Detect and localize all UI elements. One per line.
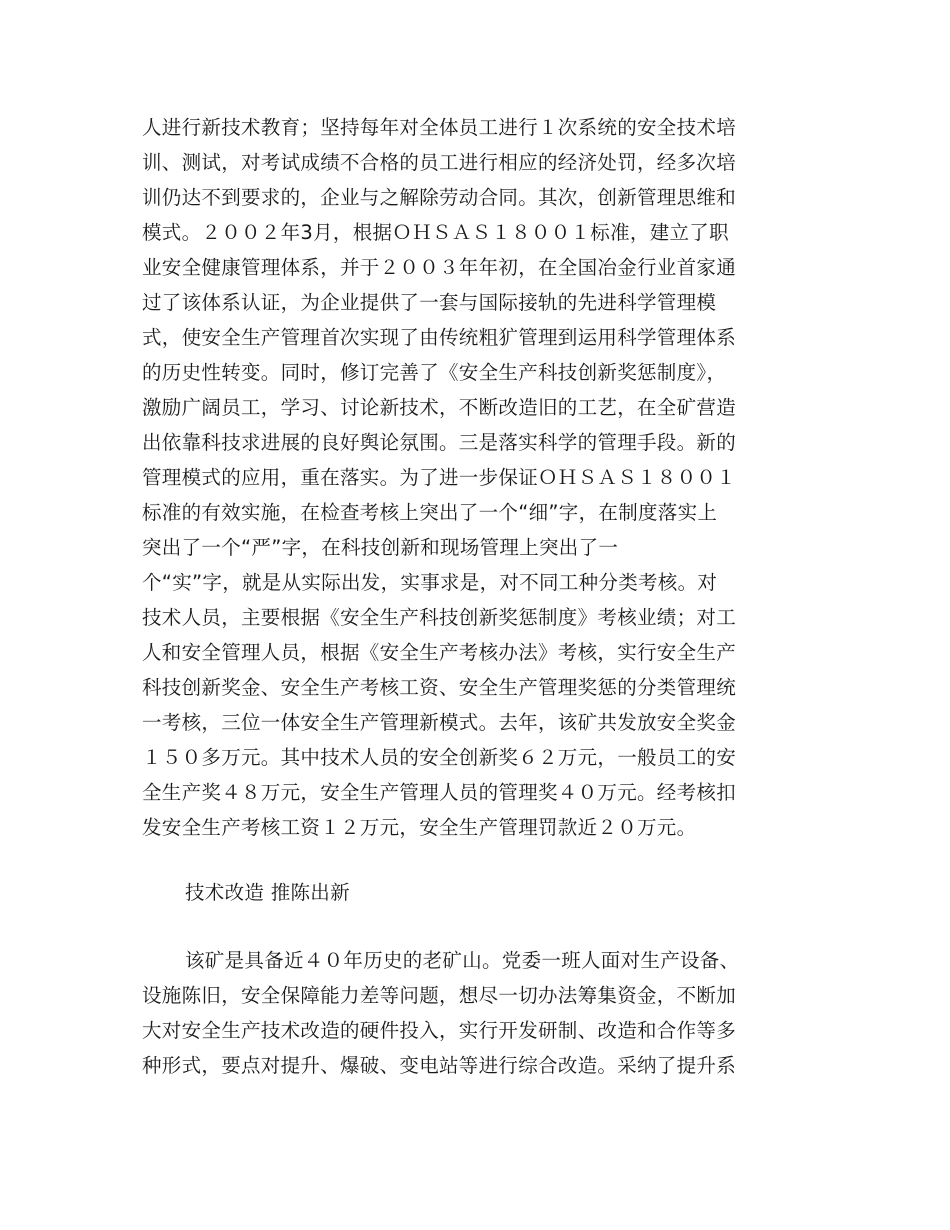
text-line: 标准的有效实施，在检查考核上突出了一个“细”字，在制度落实上	[142, 501, 718, 524]
text-line: 种形式，要点对提升、爆破、变电站等进行综合改造。采纳了提升系	[142, 1054, 737, 1077]
text-line: 全生产奖４８万元，安全生产管理人员的管理奖４０万元。经考核扣	[142, 781, 737, 804]
text-line: 设施陈旧，安全保障能力差等问题，想尽一切办法筹集资金，不断加	[142, 984, 737, 1007]
text-line: 该矿是具备近４０年历史的老矿山。党委一班人面对生产设备、	[185, 949, 740, 972]
text-line: 业安全健康管理体系，并于２００３年年初，在全国冶金行业首家通	[142, 256, 737, 279]
text-line: 训仍达不到要求的，企业与之解除劳动合同。其次，创新管理思维和	[142, 186, 737, 209]
text-line: 大对安全生产技术改造的硬件投入，实行开发研制、改造和合作等多	[142, 1019, 737, 1042]
text-line: 人进行新技术教育；坚持每年对全体员工进行１次系统的安全技术培	[142, 116, 737, 139]
text-line: 管理模式的应用，重在落实。为了进一步保证ＯＨＳＡＳ１８００１	[142, 466, 737, 489]
text-line: 训、测试，对考试成绩不合格的员工进行相应的经济处罚，经多次培	[142, 151, 737, 174]
text-line: 技术人员，主要根据《安全生产科技创新奖惩制度》考核业绩；对工	[142, 606, 737, 629]
text-line: 出依靠科技求进展的良好舆论氛围。三是落实科学的管理手段。新的	[142, 431, 737, 454]
text-line: 式，使安全生产管理首次实现了由传统粗犷管理到运用科学管理体系	[142, 326, 737, 349]
section-heading: 技术改造 推陈出新	[185, 881, 350, 904]
text-line: 模式。２００２年3月，根据ＯＨＳＡＳ１８００１标准，建立了职	[142, 221, 729, 244]
text-line: 个“实”字，就是从实际出发，实事求是，对不同工种分类考核。对	[142, 571, 718, 594]
text-line: 科技创新奖金、安全生产考核工资、安全生产管理奖惩的分类管理统	[142, 676, 737, 699]
text-line: １５０多万元。其中技术人员的安全创新奖６２万元，一般员工的安	[142, 746, 737, 769]
text-line: 人和安全管理人员，根据《安全生产考核办法》考核，实行安全生产	[142, 641, 737, 664]
text-line: 一考核，三位一体安全生产管理新模式。去年，该矿共发放安全奖金	[142, 711, 737, 734]
text-line: 过了该体系认证，为企业提供了一套与国际接轨的先进科学管理模	[142, 291, 717, 314]
text-line: 的历史性转变。同时，修订完善了《安全生产科技创新奖惩制度》，	[142, 361, 727, 384]
text-line: 激励广阔员工，学习、讨论新技术，不断改造旧的工艺，在全矿营造	[142, 396, 737, 419]
text-line: 突出了一个“严”字，在科技创新和现场管理上突出了一	[142, 536, 619, 559]
text-line: 发安全生产考核工资１２万元，安全生产管理罚款近２０万元。	[142, 816, 697, 839]
